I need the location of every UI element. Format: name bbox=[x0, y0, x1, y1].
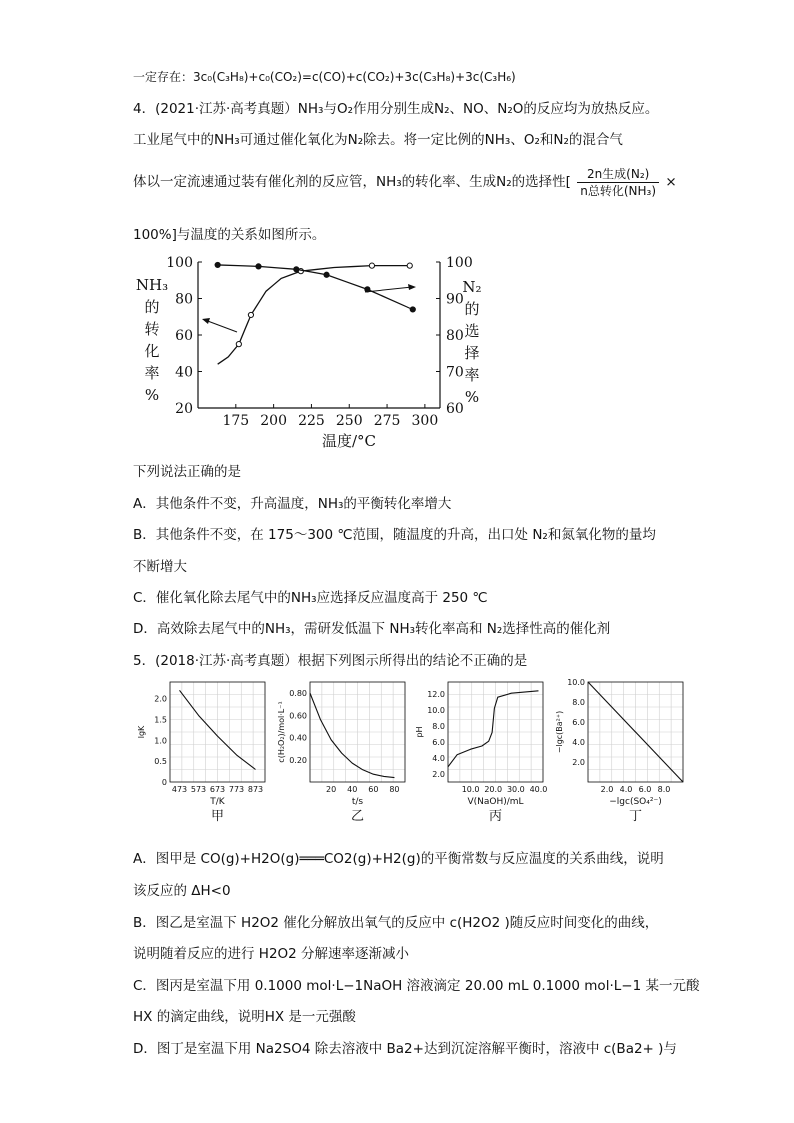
small-x-tick-label: 20.0 bbox=[484, 785, 503, 794]
conversion-curve bbox=[218, 266, 410, 365]
small-y-tick-label: 4.0 bbox=[432, 754, 445, 763]
small-y-tick-label: 0.60 bbox=[289, 711, 307, 721]
small-y-title: lgK bbox=[137, 725, 146, 739]
y-right-tick-label: 70 bbox=[446, 364, 464, 381]
selectivity-point bbox=[215, 262, 220, 267]
small-y-tick-label: 0.5 bbox=[154, 757, 167, 767]
q4-line3-suffix: × bbox=[665, 174, 677, 190]
small-chart-caption: 丁 bbox=[628, 809, 643, 824]
q4-option-c: C．催化氧化除去尾气中的NH₃应选择反应温度高于 250 ℃ bbox=[133, 590, 488, 606]
small-y-tick-label: 0.40 bbox=[289, 733, 307, 743]
small-y-tick-label: 0.20 bbox=[289, 755, 307, 765]
small-x-tick-label: 573 bbox=[190, 785, 207, 794]
small-x-tick-label: 80 bbox=[389, 785, 400, 794]
conversion-point bbox=[407, 263, 412, 268]
small-y-tick-label: 2.0 bbox=[432, 770, 445, 779]
fraction-denominator: n总转化(NH₃) bbox=[580, 183, 657, 198]
small-series-curve bbox=[310, 693, 394, 777]
small-x-tick-label: 40.0 bbox=[529, 785, 548, 794]
small-series-curve bbox=[448, 691, 538, 767]
arrow-to-left-axis bbox=[205, 320, 237, 332]
selectivity-fraction bbox=[577, 166, 659, 199]
y-right-title-char: 率 bbox=[464, 366, 480, 384]
small-x-tick-label: 4.0 bbox=[619, 785, 633, 794]
y-left-title-char: 率 bbox=[144, 364, 160, 382]
y-right-title-char: 择 bbox=[464, 344, 480, 362]
small-x-tick-label: 40 bbox=[347, 785, 358, 794]
y-left-tick-label: 80 bbox=[175, 291, 193, 308]
small-y-tick-label: 1.5 bbox=[154, 715, 167, 725]
y-left-title-char: 的 bbox=[144, 298, 160, 316]
small-x-title: −lgc(SO₄²⁻) bbox=[609, 797, 662, 807]
small-y-title: c(H₂O₂)/mol·L⁻¹ bbox=[277, 701, 286, 763]
q4-line3 bbox=[133, 163, 677, 201]
small-y-tick-label: 10.0 bbox=[567, 678, 585, 687]
small-chart-甲 bbox=[137, 682, 265, 824]
selectivity-point bbox=[294, 267, 299, 272]
arrow-head-right bbox=[408, 284, 416, 290]
q4-option-b-line1: B．其他条件不变，在 175～300 ℃范围，随温度的升高，出口处 N₂和氮氧化物的量均 bbox=[133, 527, 656, 543]
small-y-title: −lgc(Ba²⁺) bbox=[555, 710, 564, 754]
y-left-tick-label: 100 bbox=[166, 255, 193, 271]
small-x-tick-label: 30.0 bbox=[506, 785, 525, 794]
y-left-title-char: NH₃ bbox=[135, 276, 169, 294]
x-tick-label: 275 bbox=[373, 413, 401, 429]
small-chart-丙 bbox=[415, 682, 547, 824]
small-x-tick-label: 873 bbox=[247, 785, 264, 794]
small-y-tick-label: 2.0 bbox=[572, 758, 585, 767]
small-x-tick-label: 60 bbox=[368, 785, 379, 794]
q5-option-c-line1: C．图丙是室温下用 0.1000 mol·L−1NaOH 溶液滴定 20.00 mL 0.1000 mol·L−1 某一元酸 bbox=[133, 978, 700, 994]
small-y-tick-label: 10.0 bbox=[427, 706, 445, 715]
y-left-title-char: % bbox=[144, 386, 160, 404]
conversion-point bbox=[236, 342, 241, 347]
small-y-tick-label: 0.80 bbox=[289, 689, 307, 699]
q5-option-d-line1: D．图丁是室温下用 Na2SO4 除去溶液中 Ba2+达到沉淀溶解平衡时，溶液中 c(Ba2+ )与 bbox=[133, 1041, 677, 1057]
x-tick-label: 300 bbox=[411, 413, 439, 429]
y-right-tick-label: 80 bbox=[446, 328, 464, 344]
conversion-point bbox=[248, 312, 253, 317]
small-x-title: V(NaOH)/mL bbox=[467, 797, 524, 807]
y-right-tick-label: 60 bbox=[446, 401, 464, 417]
small-y-tick-label: 4.0 bbox=[572, 738, 585, 747]
small-y-tick-label: 8.0 bbox=[572, 698, 585, 707]
small-chart-丁 bbox=[555, 678, 683, 824]
y-right-title-char: 的 bbox=[464, 300, 480, 318]
x-tick-label: 175 bbox=[222, 413, 250, 429]
fraction-numerator: 2n生成(N₂) bbox=[577, 166, 659, 183]
q5-option-c-line2: HX 的滴定曲线，说明HX 是一元强酸 bbox=[133, 1009, 356, 1025]
q4-line2: 工业尾气中的NH₃可通过催化氧化为N₂除去。将一定比例的NH₃、O₂和N₂的混合气 bbox=[133, 132, 623, 148]
small-x-tick-label: 8.0 bbox=[657, 785, 671, 794]
y-left-tick-label: 40 bbox=[175, 364, 193, 381]
small-x-tick-label: 10.0 bbox=[461, 785, 480, 794]
small-y-tick-label: 0 bbox=[161, 778, 167, 787]
y-left-title-char: 化 bbox=[144, 342, 160, 360]
y-left-tick-label: 20 bbox=[175, 401, 193, 417]
conversion-point bbox=[369, 263, 374, 268]
small-chart-caption: 丙 bbox=[488, 809, 503, 824]
q5-option-b-line1: B．图乙是室温下 H2O2 催化分解放出氧气的反应中 c(H2O2 )随反应时间变化的曲线， bbox=[133, 915, 659, 931]
small-chart-caption: 甲 bbox=[210, 809, 225, 824]
small-y-tick-label: 6.0 bbox=[432, 738, 445, 747]
intro-line: 一定存在：3c₀(C₃H₈)+c₀(CO₂)=c(CO)+c(CO₂)+3c(C₃H₈)+3c(C₃H₆) bbox=[133, 70, 516, 84]
small-chart-caption: 乙 bbox=[350, 809, 365, 824]
x-tick-label: 225 bbox=[298, 413, 325, 429]
selectivity-curve bbox=[218, 265, 413, 310]
small-x-tick-label: 773 bbox=[228, 785, 245, 794]
small-y-tick-label: 12.0 bbox=[427, 690, 445, 699]
q5-option-a-line1: A．图甲是 CO(g)+H2O(g)═══CO2(g)+H2(g)的平衡常数与反应温度的关系曲线，说明 bbox=[133, 851, 664, 867]
y-right-title-char: 选 bbox=[464, 322, 480, 340]
q4-line4: 100%]与温度的关系如图所示。 bbox=[133, 227, 326, 243]
selectivity-point bbox=[410, 307, 415, 312]
small-chart-乙 bbox=[277, 682, 405, 824]
small-x-tick-label: 20 bbox=[326, 785, 337, 794]
x-tick-label: 250 bbox=[335, 413, 363, 429]
small-y-tick-label: 8.0 bbox=[432, 722, 445, 731]
small-x-title: T/K bbox=[210, 797, 225, 807]
small-y-tick-label: 1.0 bbox=[154, 736, 167, 746]
small-y-tick-label: 2.0 bbox=[154, 694, 167, 704]
q4-line1: 4．(2021·江苏·高考真题）NH₃与O₂作用分别生成N₂、NO、N₂O的反应均为放热反应。 bbox=[133, 101, 659, 117]
q4-question: 下列说法正确的是 bbox=[133, 464, 241, 480]
small-x-tick-label: 673 bbox=[209, 785, 226, 794]
arrow-to-right-axis bbox=[365, 287, 412, 292]
q4-option-a: A．其他条件不变，升高温度，NH₃的平衡转化率增大 bbox=[133, 496, 452, 512]
small-x-tick-label: 2.0 bbox=[600, 785, 614, 794]
small-x-title: t/s bbox=[351, 797, 364, 807]
small-y-title: pH bbox=[415, 726, 424, 738]
q4-option-d: D．高效除去尾气中的NH₃，需研发低温下 NH₃转化率高和 N₂选择性高的催化剂 bbox=[133, 621, 611, 637]
y-right-tick-label: 90 bbox=[446, 291, 464, 308]
y-right-title-char: N₂ bbox=[462, 278, 482, 296]
x-axis-title: 温度/°C bbox=[321, 432, 377, 450]
small-y-tick-label: 6.0 bbox=[572, 718, 585, 727]
small-x-tick-label: 6.0 bbox=[638, 785, 652, 794]
q4-option-b-line2: 不断增大 bbox=[133, 559, 187, 575]
selectivity-point bbox=[256, 264, 261, 269]
x-tick-label: 200 bbox=[260, 413, 287, 429]
small-x-tick-label: 473 bbox=[171, 785, 188, 794]
y-left-title-char: 转 bbox=[144, 320, 160, 338]
q5-line1: 5．(2018·江苏·高考真题）根据下列图示所得出的结论不正确的是 bbox=[133, 653, 528, 669]
y-right-tick-label: 100 bbox=[446, 255, 473, 271]
q5-option-a-line2: 该反应的 ΔH<0 bbox=[133, 883, 231, 899]
q5-option-b-line2: 说明随着反应的进行 H2O2 分解速率逐渐减小 bbox=[133, 946, 410, 962]
y-left-tick-label: 60 bbox=[175, 328, 193, 344]
q4-line3-prefix: 体以一定流速通过装有催化剂的反应管，NH₃的转化率、生成N₂的选择性[ bbox=[133, 174, 571, 190]
small-charts-row bbox=[130, 674, 690, 834]
y-right-title-char: % bbox=[464, 388, 480, 406]
selectivity-point bbox=[324, 272, 329, 277]
arrow-head-left bbox=[202, 318, 210, 324]
nh3-conversion-chart bbox=[130, 250, 510, 450]
